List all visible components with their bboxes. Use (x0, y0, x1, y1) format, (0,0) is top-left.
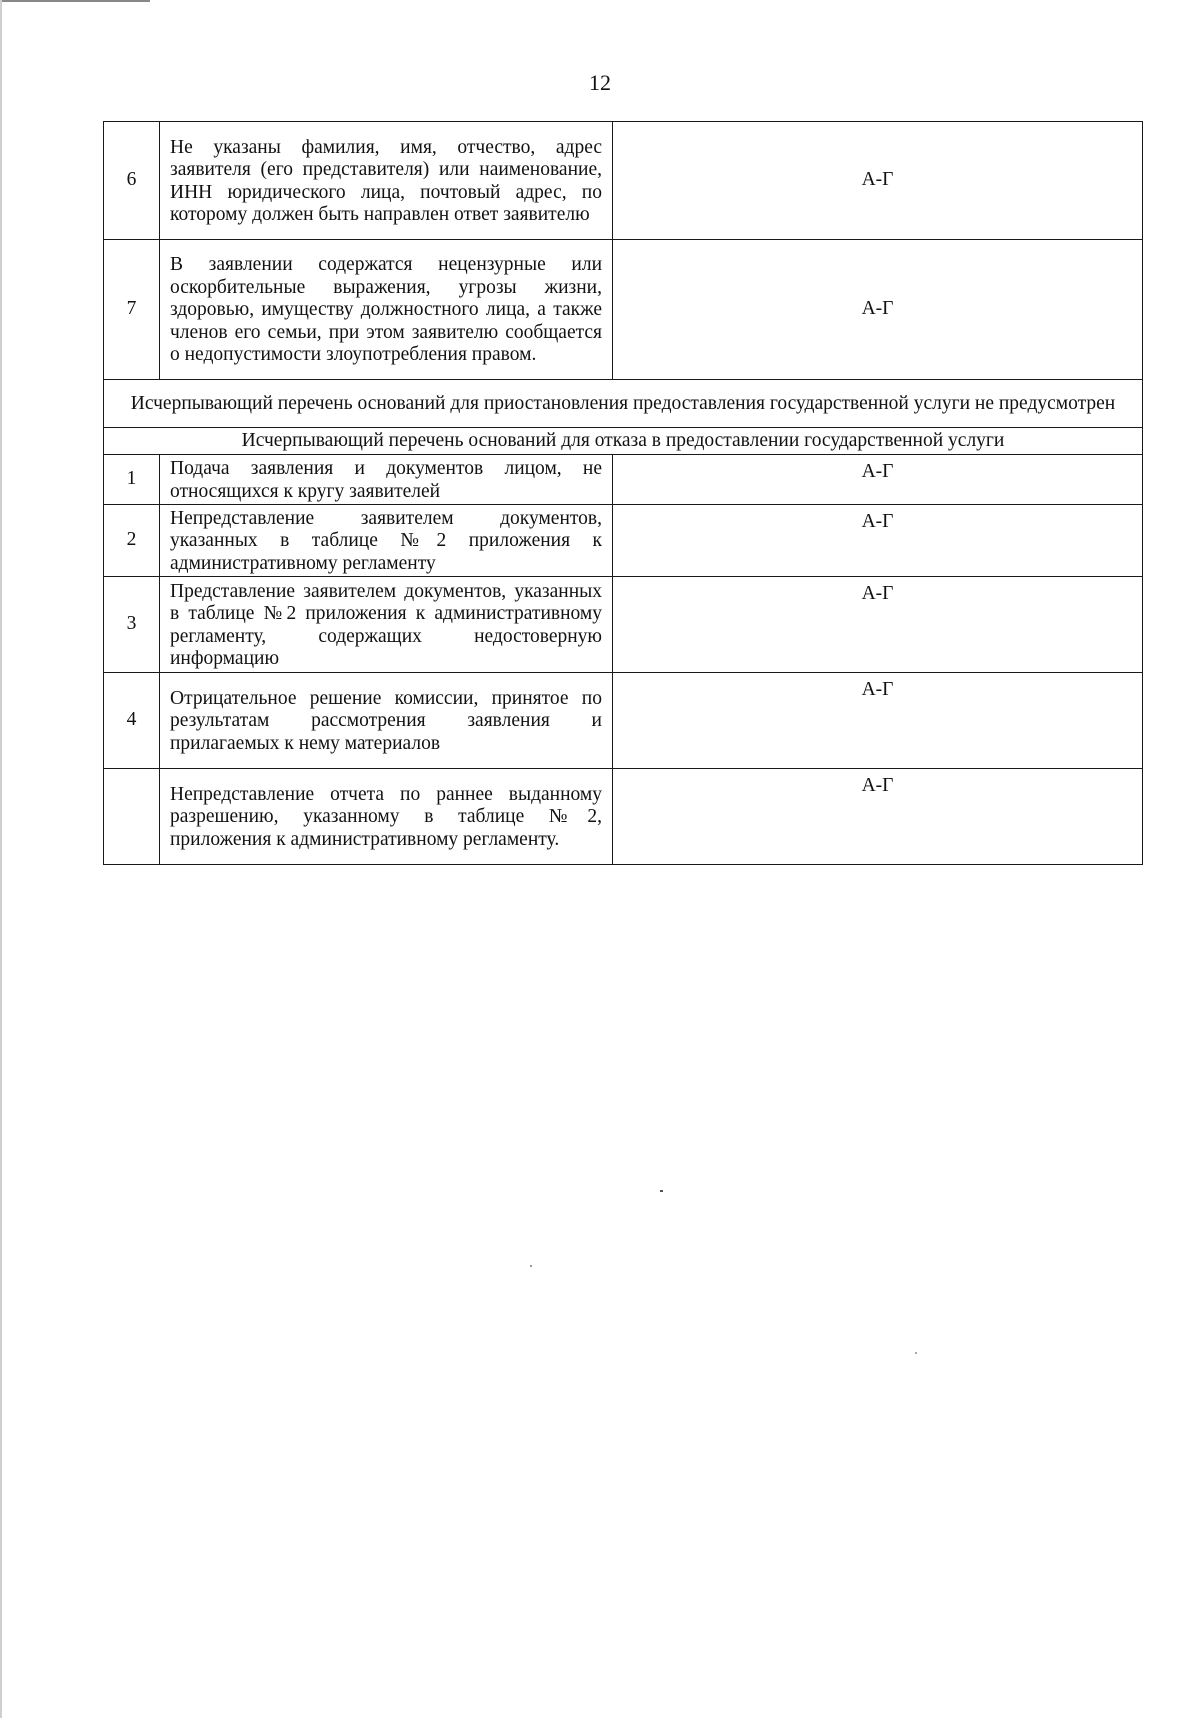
row-description: Отрицательное решение комиссии, принятое по результатам рассмотрения заявления и прилагаемых к нему материалов (160, 673, 613, 769)
scan-speck (660, 1190, 663, 1192)
row-description: Подача заявления и документов лицом, не относящихся к кругу заявителей (160, 455, 613, 505)
scan-speck (915, 1352, 917, 1354)
row-number (104, 769, 160, 865)
table-row (104, 505, 1143, 577)
row-code: А-Г (613, 577, 1143, 673)
row-description: Непредставление заявителем документов, указанных в таблице №2 приложения к административному регламенту (160, 505, 613, 577)
grounds-table (103, 121, 1143, 865)
section-refusal-heading: Исчерпывающий перечень оснований для отказа в предоставлении государственной услуги (104, 428, 1143, 455)
scan-speck (530, 1265, 532, 1267)
section-row (104, 380, 1143, 428)
section-suspension-heading: Исчерпывающий перечень оснований для приостановления предоставления государственной услуги не предусмотрен (104, 380, 1143, 428)
row-code: А-Г (613, 455, 1143, 505)
table-row (104, 769, 1143, 865)
scan-edge-mark (0, 0, 150, 2)
row-code: А-Г (613, 505, 1143, 577)
row-number: 2 (104, 505, 160, 577)
page-number: 12 (589, 70, 611, 95)
row-code: А-Г (613, 122, 1143, 240)
table-row (104, 577, 1143, 673)
row-number: 3 (104, 577, 160, 673)
section-row (104, 428, 1143, 455)
row-description: Не указаны фамилия, имя, отчество, адрес заявителя (его представителя) или наименование, ИНН юридического лица, почтовый адрес, по которому должен быть направлен ответ заявителю (160, 122, 613, 240)
row-number: 1 (104, 455, 160, 505)
row-description: Представление заявителем документов, указанных в таблице №2 приложения к административному регламенту, содержащих недостоверную информацию (160, 577, 613, 673)
row-description: В заявлении содержатся нецензурные или оскорбительные выражения, угрозы жизни, здоровью, имуществу должностного лица, а также членов его семьи, при этом заявителю сообщается о недопустимости злоупотребления правом. (160, 240, 613, 380)
row-code: А-Г (613, 673, 1143, 769)
table-row (104, 240, 1143, 380)
row-number: 4 (104, 673, 160, 769)
row-code: А-Г (613, 769, 1143, 865)
table-row (104, 673, 1143, 769)
row-number: 7 (104, 240, 160, 380)
scan-edge-mark (0, 0, 2, 1718)
table-row (104, 455, 1143, 505)
row-number: 6 (104, 122, 160, 240)
row-description: Непредставление отчета по раннее выданному разрешению, указанному в таблице №2, приложения к административному регламенту. (160, 769, 613, 865)
table-row (104, 122, 1143, 240)
row-code: А-Г (613, 240, 1143, 380)
